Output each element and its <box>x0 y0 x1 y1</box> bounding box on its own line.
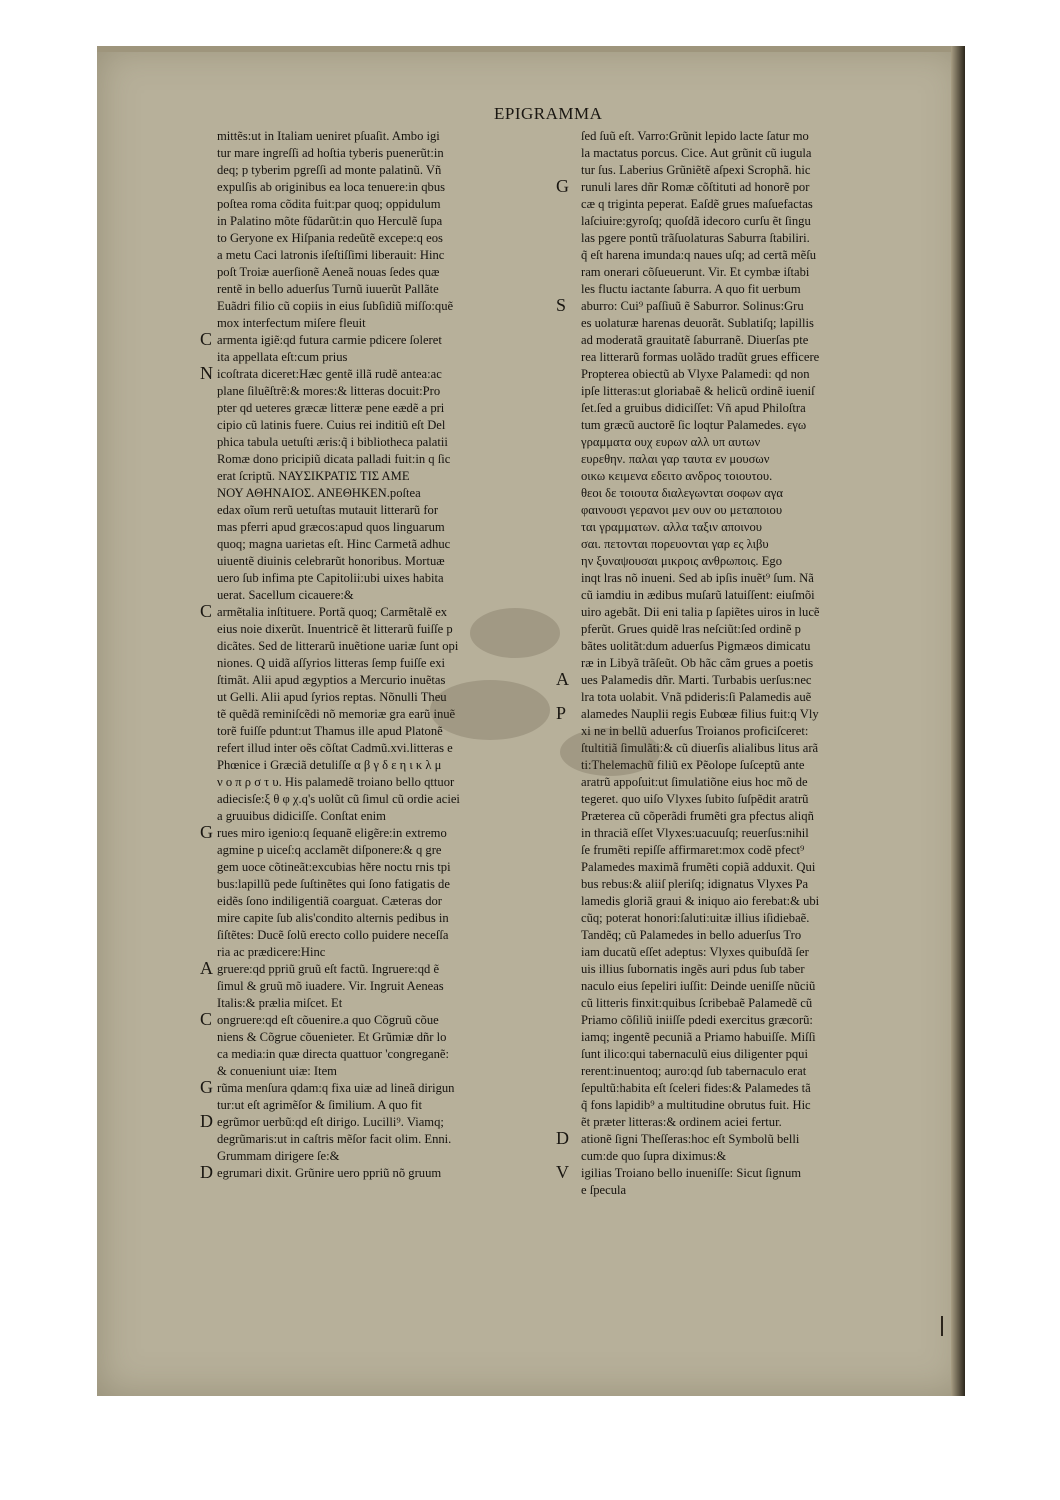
right-column-line: inqt lras nõ inueni. Sed ab ipſis inuẽt⁹ ſum. Nã <box>581 571 814 585</box>
left-column-line: mas pferri apud græcos:apud quos linguarum <box>217 520 445 534</box>
right-column-line: lra tota uolabit. Vnã pdideris:ſi Palamedis auẽ <box>581 690 812 704</box>
page-top-edge <box>97 46 965 52</box>
left-column-line: torẽ fuiſſe pdunt:ut Thamus ille apud Platonẽ <box>217 724 443 738</box>
right-column-line: cũ litteris finxit:quibus ſcribebaẽ Palamedẽ cũ <box>581 996 813 1010</box>
left-column-line: uiuentẽ diuinis celebrarũt honoribus. Mortuæ <box>217 554 445 568</box>
right-column-line: tum græcũ auctorẽ ſic loqtur Palamedes. εγω <box>581 418 807 432</box>
left-column-line: to Geryone ex Hiſpania redeũtẽ excepe:q eos <box>217 231 443 245</box>
left-column-line: uerat. Sacellum cicauere:& <box>217 588 354 602</box>
right-column-line: q̃ eſt harena imunda:q naues uſq; ad certã mẽſu <box>581 248 816 262</box>
left-column-line: gruere:qd ppriũ gruũ eſt factũ. Ingruere:qd ẽ <box>217 962 440 976</box>
left-column-line: expulſis ab originibus ea loca tenuere:in qbus <box>217 180 446 194</box>
running-header: EPIGRAMMA <box>494 104 603 123</box>
left-column-line: dicãtes. Sed de litterarũ inuẽtione uariæ ſunt opi <box>217 639 459 653</box>
right-column-line: ſepultũ:habita eſt ſceleri fides:& Palamedes tã <box>581 1081 811 1095</box>
left-column-line: cipio cũ latinis fuere. Cuius rei inditiũ eſt Del <box>217 418 446 432</box>
right-column-line: ται γραμματων. αλλα ταξιν αποινου <box>581 520 763 534</box>
right-column-line: aratrũ appoſuit:ut ſimulatiõne eius hoc mõ de <box>581 775 808 789</box>
left-column-line: edax oĩum rerũ uetuſtas mutauit litterarũ for <box>217 503 439 517</box>
marginal-initial: A <box>200 958 213 978</box>
right-column-line: tegeret. quo uiſo Vlyxes ſubito ſuſpẽdit aratrũ <box>581 792 809 806</box>
marginal-initial: G <box>200 822 213 842</box>
right-column-line: φαινουσι γερανοι μεν ουν ου μεταποιου <box>581 503 783 517</box>
left-column-line: poſt Troiæ auerſionẽ Aeneã nouas ſedes quæ <box>217 265 440 279</box>
left-column-line: poſtea roma cõdita fuit:par quoq; oppidulum <box>217 197 441 211</box>
left-column-line: deq; p tyberim pgreſſi ad monte palatinũ. Vñ <box>217 163 442 177</box>
right-column-line: ſtultitiã ſimulãti:& cũ diuerſis alialibus litus arã <box>581 741 819 755</box>
left-column-line: armẽtalia inſtituere. Portã quoq; Carmẽtalẽ ex <box>217 605 448 619</box>
marginal-initial: D <box>200 1111 213 1131</box>
right-column-line: ad moderatã grauitatẽ ſaburranẽ. Diuerſas pte <box>581 333 809 347</box>
right-column-line: rerent:inuentoq; auro:qd ſub tabernaculo erat <box>581 1064 807 1078</box>
ink-smudge <box>430 680 550 740</box>
left-column-line: a gruuibus didiciſſe. Conſtat enim <box>217 809 386 823</box>
right-column-line: θεοι δε τοιουτα διαλεγωνται σοφων αγα <box>581 486 783 500</box>
right-column-line: bus rebus:& aliiſ pleriſq; idignatus Vlyxes Pa <box>581 877 809 891</box>
left-column-line: phica tabula uetuſti æris:q̃ i bibliotheca palatii <box>217 435 448 449</box>
left-column-line: gem uoce cõtineãt:excubias hẽre noctu rnis tpi <box>217 860 451 874</box>
left-column-line: agmine p uiceſ:q acclamẽt diſponere:& q gre <box>217 843 442 857</box>
left-column-line: quoq; magna uarietas eſt. Hinc Carmetã adhuc <box>217 537 451 551</box>
left-column-line: Romæ dono pricipiũ dicata palladi fuit:in q ſic <box>217 452 451 466</box>
right-column-line: σαι. πετονται πορευονται γαρ ες λιβυ <box>581 537 769 551</box>
right-column-line: tur ſus. Laberius Grũniẽtẽ aſpexi Scrophã. hic <box>581 163 811 177</box>
right-column-line: es uolaturæ harenas deuorãt. Sublatiſq; lapillis <box>581 316 814 330</box>
right-column-line: ues Palamedis dñr. Marti. Turbabis uerſus:nec <box>581 673 812 687</box>
left-column-line: Euãdri filio cũ copiis in eius ſubſidiũ miſſo:quẽ <box>217 299 454 313</box>
left-column-line: rũma menſura qdam:q fixa uiæ ad lineã dirigun <box>217 1081 455 1095</box>
left-column-line: rentẽ in bello aduerſus Turnũ iuuerũt Pallãte <box>217 282 439 296</box>
left-column-line: uero ſub infima pte Capitolii:ubi uixes habita <box>217 571 444 585</box>
right-column-line: uiro agebãt. Dii eni talia p ſapiẽtes uiros in lucẽ <box>581 605 820 619</box>
left-column-line: tur mare ingreſſi ad hoſtia tyberis puenerũt:in <box>217 146 444 160</box>
left-column-line: mire capite ſub alis'condito alternis pedibus in <box>217 911 449 925</box>
marginal-initial: C <box>200 601 213 621</box>
right-column-line: alamedes Nauplii regis Eubœæ filius fuit:q Vly <box>581 707 819 721</box>
left-column-line: niones. Q uidã aſſyrios litteras ſemp fuiſſe exi <box>217 656 446 670</box>
marginal-initial: P <box>556 703 567 723</box>
marginal-initial: G <box>556 176 569 196</box>
right-column-line: rea litterarũ formas uolãdo tradũt grues efficere <box>581 350 820 364</box>
left-column-line: eius noie dixerũt. Inuentricẽ ẽt litterarũ fuiſſe p <box>217 622 453 636</box>
right-column-line: ſet.ſed a gruibus didiciſſet: Vñ apud Philoſtra <box>581 401 806 415</box>
right-column-line: Tandẽq; cũ Palamedes in bello aduerſus Tro <box>581 928 802 942</box>
left-column-line: rues miro igenio:q ſequanẽ eligẽre:in extremo <box>217 826 447 840</box>
marginal-initial: C <box>200 1009 213 1029</box>
right-text-column <box>581 128 935 1199</box>
right-column-line: ræ in Libyã trãſeũt. Ob hãc cãm grues a poetis <box>581 656 814 670</box>
left-column-line: eidẽs ſono indiligentiã coarguat. Cæteras dor <box>217 894 443 908</box>
left-column-line: mittẽs:ut in Italiam ueniret pſuaſit. Ambo igi <box>217 129 440 143</box>
right-column-line: Propterea obiectũ ab Vlyxe Palamedi: qd non <box>581 367 810 381</box>
left-column-line: ſiſtẽtes: Ducẽ ſolũ erecto collo puidere neceſſa <box>217 928 449 942</box>
marginal-initial: A <box>556 669 569 689</box>
right-column-line: igilias Troiano bello inueniſſe: Sicut ſignum <box>581 1166 802 1180</box>
right-column-line: runuli lares dñr Romæ cõſtituti ad honorẽ por <box>581 180 810 194</box>
left-column-line: ca media:in quæ directa quattuor 'congreganẽ: <box>217 1047 450 1061</box>
right-column-line: laſciuire:gyroſq; quoſdã idecoro curſu ẽt ſingu <box>581 214 811 228</box>
right-column-line: ẽt præter litteras:& ordinem aciei fertur. <box>581 1115 782 1129</box>
left-column-line: Italis:& prælia miſcet. Et <box>217 996 343 1010</box>
right-column-line: lamedis gloriã graui & iniquo aio ferebat:& ubi <box>581 894 820 908</box>
left-column-line: egrumari dixit. Grũnire uero ppriũ nõ gruum <box>217 1166 442 1180</box>
right-column-line: la mactatus porcus. Cice. Aut grũnit cũ iugula <box>581 146 812 160</box>
right-column-line: aburro: Cui⁹ paſſiuũ ẽ Saburror. Solinus:Gru <box>581 299 804 313</box>
right-column-line: les fluctu iactante ſaburra. A quo fit uerbum <box>581 282 801 296</box>
marginal-initial: D <box>556 1128 569 1148</box>
left-column-line: ria ac prædicere:Hinc <box>217 945 326 959</box>
right-column-line: οικω κειμενα εδειτο ανδρος τοιουτου. <box>581 469 773 483</box>
margin-mark <box>941 1316 943 1336</box>
left-column-line: plane ſiluẽſtrẽ:& mores:& litteras docuit:Pro <box>217 384 441 398</box>
right-column-line: cum:de quo ſupra diximus:& <box>581 1149 727 1163</box>
left-column-line: ita appellata eſt:cum prius <box>217 350 348 364</box>
right-column-line: q̃ fons lapidib⁹ a multitudine obrutus fuit. Hic <box>581 1098 811 1112</box>
right-column-line: iam ducatũ eſſet adeptus: Vlyxes quibuſdã ſer <box>581 945 809 959</box>
right-column-line: ſe frumẽti repiſſe affirmaret:mox codẽ pfect⁹ <box>581 843 805 857</box>
left-column-line: degrũmaris:ut in caſtris mẽſor facit olim. Enni. <box>217 1132 452 1146</box>
left-column-line: icoſtrata diceret:Hæc gentẽ illã rudẽ antea:ac <box>217 367 442 381</box>
right-column-line: ti:Thelemachũ filiũ ex Pẽolope ſuſceptũ ante <box>581 758 805 772</box>
right-column-line: Priamo cõſiliũ iniiſſe pdedi exercitus græcorũ: <box>581 1013 813 1027</box>
right-column-line: uis illius ſubornatis ingẽs auri pdus ſub taber <box>581 962 805 976</box>
marginal-initial: G <box>200 1077 213 1097</box>
right-column-line: e ſpecula <box>581 1183 627 1197</box>
left-column-line: a metu Caci latronis iſeſtiſſimi liberauit: Hinc <box>217 248 445 262</box>
page-binding-edge <box>951 46 965 1396</box>
right-column-line: ationẽ ſigni Theſſeras:hoc eſt Symbolũ belli <box>581 1132 800 1146</box>
marginal-initial: S <box>556 295 567 315</box>
right-column-line: ην ξυναψουσαι μικροις ανθρωποις. Ego <box>581 554 783 568</box>
marginal-initial: D <box>200 1162 213 1182</box>
right-column-line: γραμματα ουχ ευρων αλλ υπ αυτων <box>581 435 761 449</box>
marginal-initial: N <box>200 363 213 383</box>
left-column-line: refert illud inter oẽs cõſtat Cadmũ.xvi.litteras e <box>217 741 453 755</box>
ink-smudge <box>470 608 560 658</box>
right-column-line: pferũt. Grues quidẽ lras neſciũt:ſed ordinẽ p <box>581 622 801 636</box>
left-column-line: adiecisſe:ξ θ φ χ.q's uolũt cũ ſimul cũ ordie aciei <box>217 792 460 806</box>
right-column-line: cũq; poterat honori:ſaluti:uitæ illius iſidiebaẽ. <box>581 911 810 925</box>
right-column-line: Palamedes maximã frumẽti copiã adduxit. Qui <box>581 860 816 874</box>
right-column-line: ſed ſuũ eſt. Varro:Grũnit lepido lacte ſatur mo <box>581 129 809 143</box>
left-column-line: ν ο π ρ σ τ υ. His palamedẽ troiano bello qttuor <box>217 775 455 789</box>
right-column-line: ευρεθην. παλαι γαρ ταυτα εν μουσων <box>581 452 770 466</box>
left-column-line: niens & Cõgrue cõuenieter. Et Grũmiæ dñr lo <box>217 1030 447 1044</box>
left-column-line: erat ſcriptũ. ΝΑΥΣΙΚΡΑΤΙΣ ΤΙΣ ΑΜΕ <box>217 469 410 483</box>
left-column-line: pter qd ueteres græcæ litteræ pene eædẽ a pri <box>217 401 445 415</box>
left-column-line: armenta igiẽ:qd futura carmie pdicere ſoleret <box>217 333 442 347</box>
right-column-line: cæ q triginta peperat. Eaſdẽ grues maſuefactas <box>581 197 813 211</box>
right-column-line: iamq; ingentẽ pecuniã a Priamo habuiſſe. Miſſi <box>581 1030 816 1044</box>
left-column-line: tẽ quẽdã reminiſcẽdi nõ memoriæ gra earũ inuẽ <box>217 707 456 721</box>
left-column-line: ut Gelli. Alii apud ſyrios reptas. Nõnulli Theu <box>217 690 447 704</box>
left-column-line: ΝΟΥ ΑΘΗΝΑΙΟΣ. ΑΝΕΘΗΚΕΝ.poſtea <box>217 486 421 500</box>
left-column-line: in Palatino mõte fũdarũt:in quo Herculẽ ſupa <box>217 214 443 228</box>
right-column-line: cũ iamdiu in ædibus muſarũ latuiſſent: eiuſmõi <box>581 588 815 602</box>
left-column-line: & conueniunt uiæ: Item <box>217 1064 337 1078</box>
left-column-line: ſimul & gruũ mõ iuadere. Vir. Ingruit Aeneas <box>217 979 444 993</box>
left-column-line: mox interfectum miſere fleuit <box>217 316 366 330</box>
left-column-line: Grummam dirigere ſe:& <box>217 1149 340 1163</box>
left-column-line: ongruere:qd eſt cõuenire.a quo Cõgruũ cõue <box>217 1013 439 1027</box>
left-column-line: bus:lapillũ pede ſuſtinẽtes qui ſono fatigatis de <box>217 877 450 891</box>
marginal-initial: C <box>200 329 213 349</box>
right-column-line: naculo eius ſepeliri iuſſit: Deinde ueniſſe nũciũ <box>581 979 816 993</box>
left-column-line: tur:ut eſt agrimẽſor & ſimilium. A quo fit <box>217 1098 422 1112</box>
left-column-line: egrũmor uerbũ:qd eſt dirigo. Lucilli⁹. Viamq; <box>217 1115 444 1129</box>
right-column-line: ſunt ilico:qui tabernaculũ eius diligenter pqui <box>581 1047 808 1061</box>
right-column-line: in thraciã eſſet Vlyxes:uacuuſq; reuerſus:nihil <box>581 826 809 840</box>
right-column-line: xi ne in bellũ aduerſus Troianos proficiſceret: <box>581 724 809 738</box>
left-column-line: ſtimãt. Alii apud ægyptios a Mercurio inuẽtas <box>217 673 446 687</box>
ink-smudge <box>560 728 660 776</box>
left-column-line: Phœnice i Græciã detuliſſe α β γ δ ε η ι κ λ μ <box>217 758 442 772</box>
right-column-line: ipſe litteras:ut gloriabaẽ & helicũ ordinẽ iueniſ <box>581 384 815 398</box>
right-column-line: bãtes uolitãt:dum aduerſus Pigmæos dimicatu <box>581 639 811 653</box>
marginal-initial: V <box>556 1162 569 1182</box>
right-column-line: las pgere pontũ trãſuolaturas Saburra ſtabiliri. <box>581 231 810 245</box>
right-column-line: ram onerari cõſueuerunt. Vir. Et cymbæ iſtabi <box>581 265 810 279</box>
right-column-line: Prætereа cũ cõperãdi frumẽti gra pfectus aliqñ <box>581 809 814 823</box>
